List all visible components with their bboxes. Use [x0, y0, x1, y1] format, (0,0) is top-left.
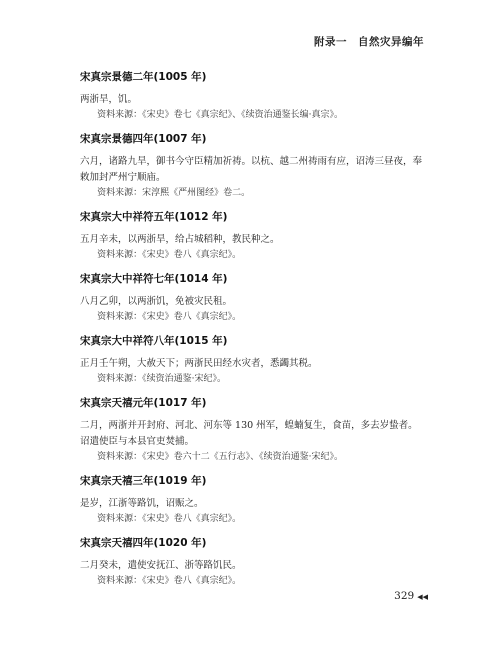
entry-text: 五月辛未，以两浙旱，给占城稻种，教民种之。: [80, 234, 280, 245]
running-header: 附录一 自然灾异编年: [314, 36, 424, 48]
chronicle-entry: [80, 474, 424, 527]
entry-source: 资料来源：《宋史》卷八《真宗纪》。: [97, 250, 242, 260]
entry-title: 宋真宗景德四年(1007 年): [80, 133, 207, 145]
entry-title: 宋真宗天禧元年(1017 年): [80, 397, 207, 409]
page-number: [394, 590, 428, 602]
chronicle-entry: [80, 396, 424, 465]
chronicle-content: [80, 70, 424, 589]
entry-title: 宋真宗大中祥符五年(1012 年): [80, 211, 228, 223]
entry-title: 宋真宗大中祥符七年(1014 年): [80, 273, 228, 285]
entry-source: 资料来源：《宋史》卷八《真宗纪》。: [97, 312, 242, 322]
entry-source: 资料来源：宋淳熙《严州图经》卷二。: [97, 188, 251, 198]
chronicle-entry: [80, 70, 424, 123]
page-arrows-icon: ◀◀: [417, 593, 428, 601]
entry-title: 宋真宗天禧三年(1019 年): [80, 475, 207, 487]
entry-text: 二月癸未，遣使安抚江、浙等路饥民。: [80, 560, 242, 571]
entry-source: 资料来源：《宋史》卷六十二《五行志》、《续资治通鉴·宋纪》。: [97, 452, 343, 462]
chronicle-entry: [80, 272, 424, 325]
chronicle-entry: [80, 536, 424, 589]
chronicle-entry: [80, 334, 424, 387]
entry-text: 六月，诸路九旱，御书今守臣精加祈祷。以杭、越二州祷雨有应，诏涛三昼夜，奉敕加封严州宁顺庙。: [80, 156, 423, 183]
entry-title: 宋真宗大中祥符八年(1015 年): [80, 335, 228, 347]
chronicle-entry: [80, 210, 424, 263]
chronicle-entry: [80, 132, 424, 201]
entry-text: 八月乙卯，以两浙饥，免被灾民租。: [80, 296, 233, 307]
entry-source: 资料来源：《续资治通鉴·宋纪》。: [97, 374, 226, 384]
entry-title: 宋真宗景德二年(1005 年): [80, 71, 207, 83]
page-number-value: 329: [394, 590, 415, 602]
entry-text: 两浙旱，饥。: [80, 94, 138, 105]
entry-source: 资料来源：《宋史》卷八《真宗纪》。: [97, 576, 242, 586]
entry-source: 资料来源：《宋史》卷七《真宗纪》、《续资治通鉴长编·真宗》。: [97, 110, 343, 120]
entry-text: 正月壬午朔，大赦天下；两浙民田经水灾者，悉蠲其税。: [80, 358, 318, 369]
entry-text: 是岁，江浙等路饥，诏赈之。: [80, 498, 204, 509]
entry-title: 宋真宗天禧四年(1020 年): [80, 537, 207, 549]
entry-text: 二月，两浙并开封府、河北、河东等 130 州军，蝗蝻复生，食苗，多去岁蛰者。诏遣使臣与本县官吏焚捕。: [80, 420, 418, 447]
entry-source: 资料来源：《宋史》卷八《真宗纪》。: [97, 514, 242, 524]
